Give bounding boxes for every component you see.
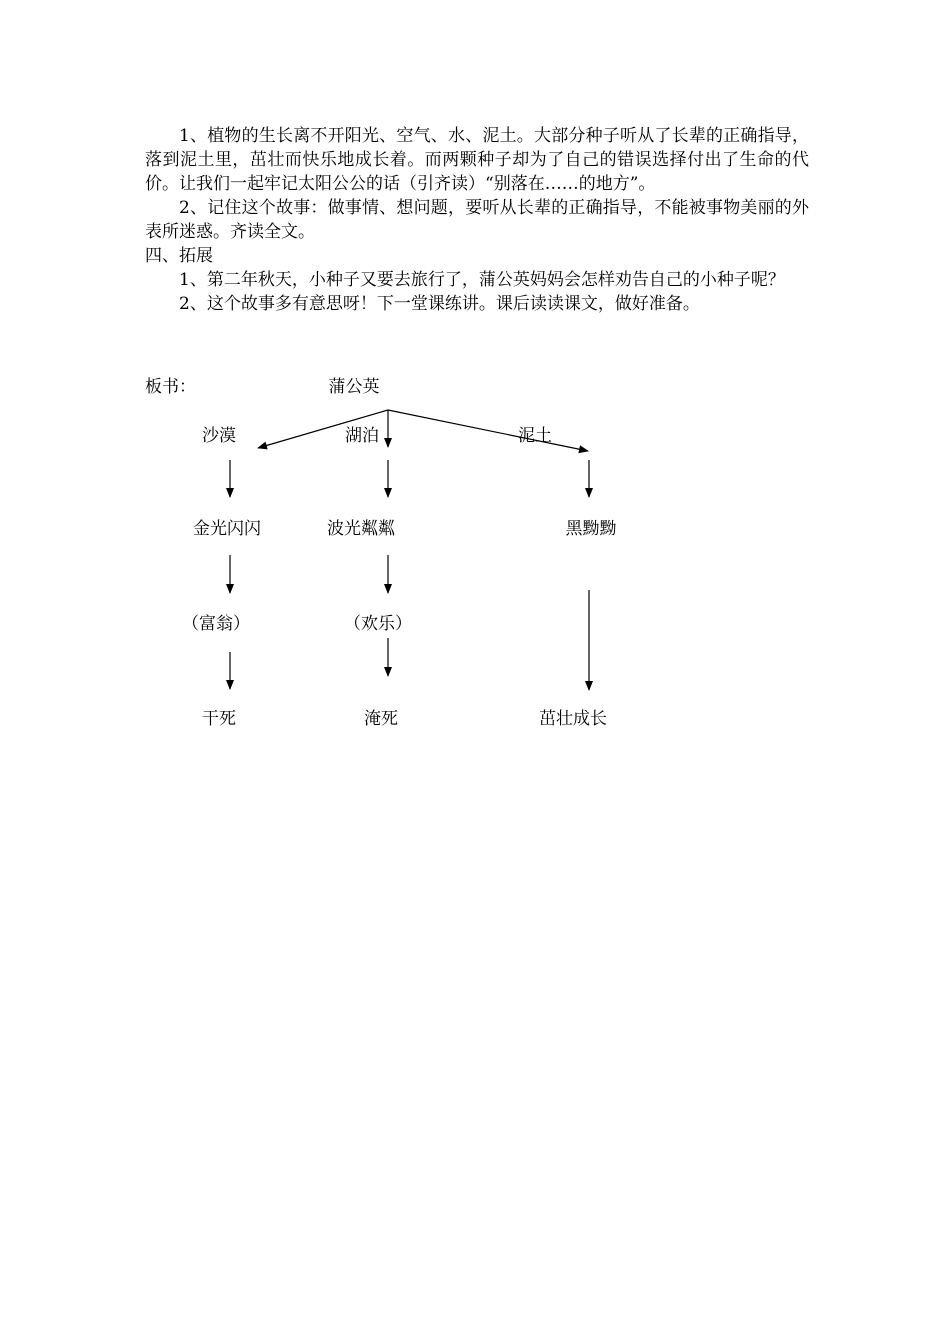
branch-wish-lake: （欢乐）: [344, 614, 412, 634]
extension-item-2: 2、这个故事多有意思呀！下一堂课练讲。课后读读课文，做好准备。: [179, 294, 700, 314]
branch-place-soil: 泥土: [518, 426, 552, 446]
branch-appearance-lake: 波光粼粼: [327, 519, 395, 539]
paragraph-2: 2、记住这个故事：做事情、想问题，要听从长辈的正确指导，不能被事物美丽的外表所迷惑。齐读全文。: [145, 198, 809, 242]
section-heading: 四、拓展: [145, 246, 213, 266]
extension-item-1: 1、第二年秋天，小种子又要去旅行了，蒲公英妈妈会怎样劝告自己的小种子呢？: [179, 270, 785, 290]
board-label: 板书：: [145, 377, 196, 397]
board-root: 蒲公英: [328, 377, 380, 397]
lesson-text: [145, 124, 809, 316]
branch-place-lake: 湖泊: [345, 426, 379, 446]
arrow-root-to-soil: [388, 410, 588, 451]
branch-wish-desert: （富翁）: [182, 614, 250, 634]
branch-appearance-soil: 黑黝黝: [565, 519, 617, 539]
branch-appearance-desert: 金光闪闪: [193, 519, 261, 539]
branch-result-lake: 淹死: [364, 709, 398, 729]
branch-place-desert: 沙漠: [202, 426, 236, 446]
branch-result-soil: 茁壮成长: [539, 709, 607, 729]
branch-result-desert: 干死: [202, 709, 236, 729]
paragraph-1: 1、植物的生长离不开阳光、空气、水、泥土。大部分种子听从了长辈的正确指导，落到泥土里，茁壮而快乐地成长着。而两颗种子却为了自己的错误选择付出了生命的代价。让我们一起牢记太阳公公的话（引齐读）“别落在……的地方”。: [145, 126, 809, 194]
